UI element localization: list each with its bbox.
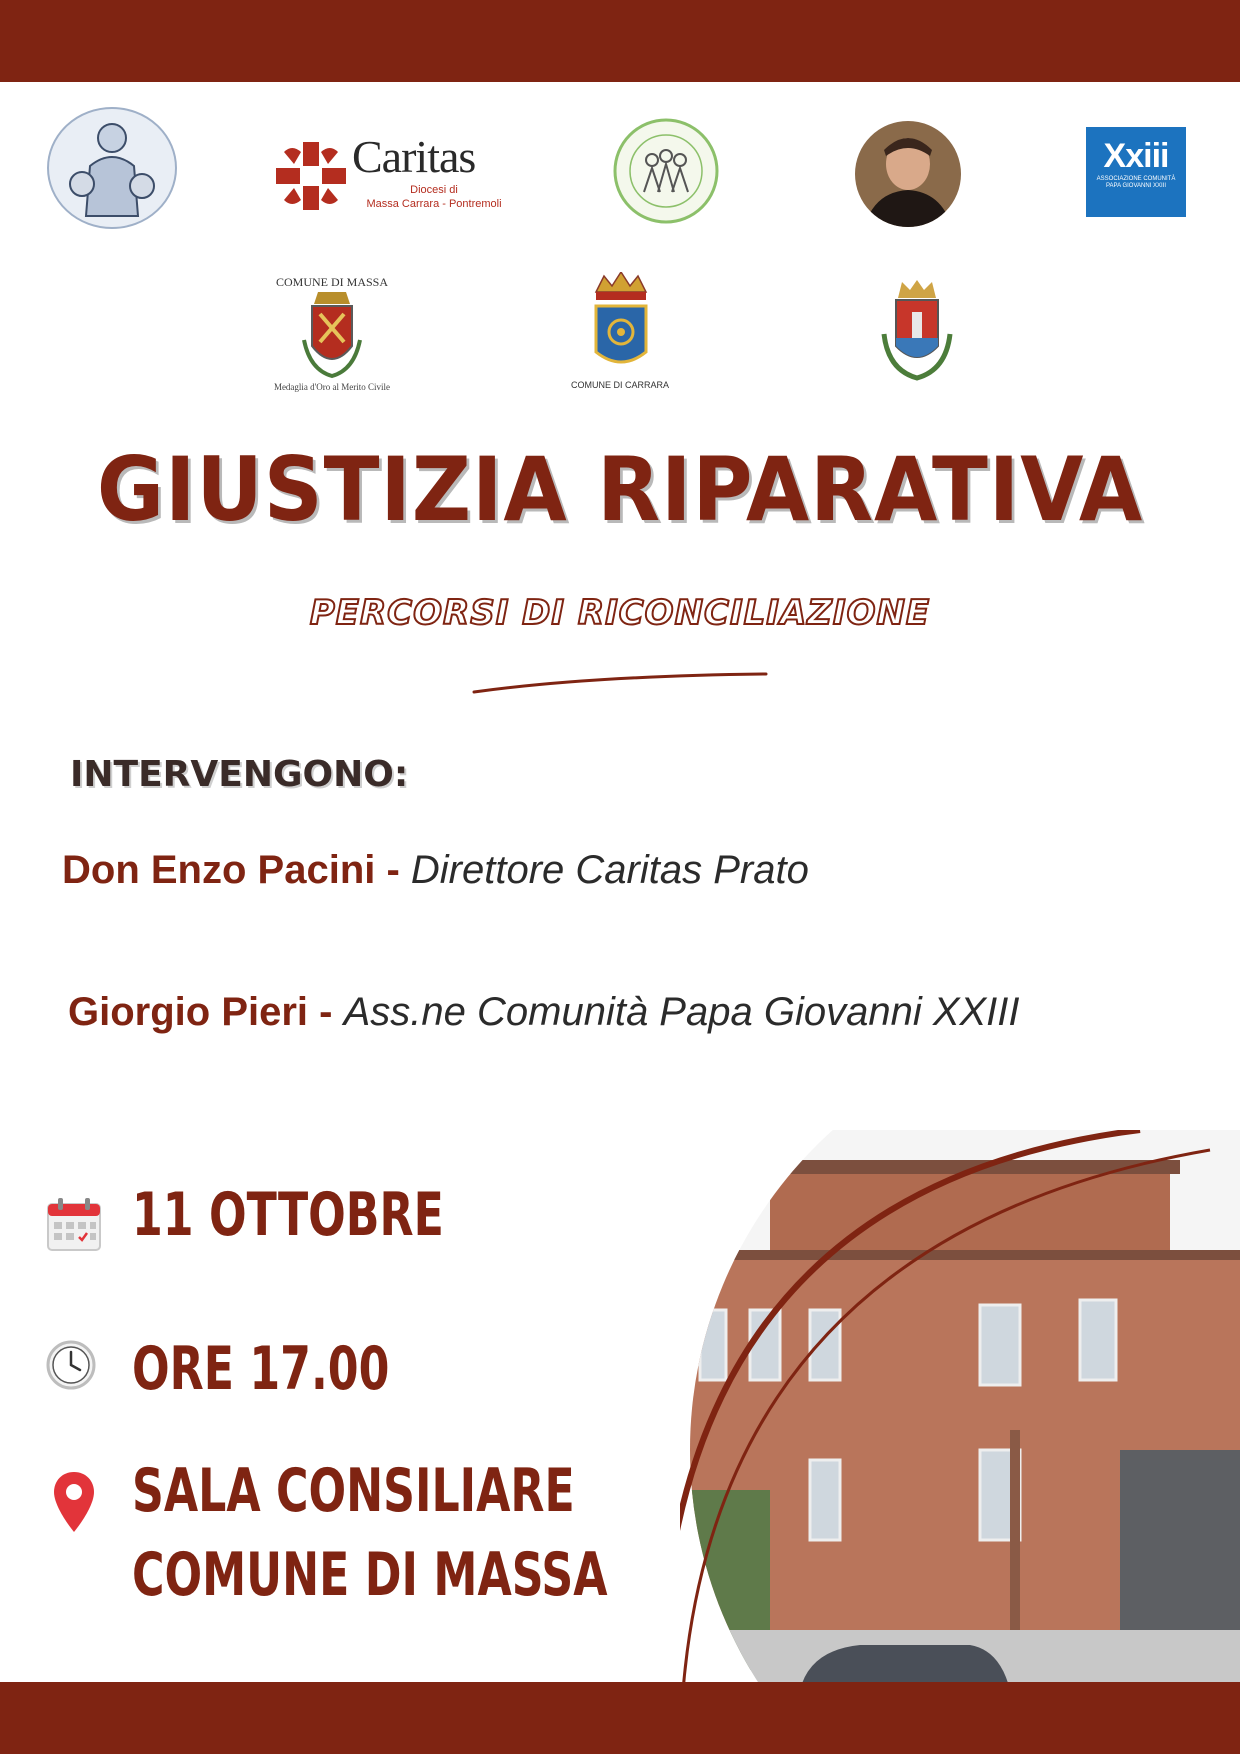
caritas-logo-subtitle: Diocesi di Massa Carrara - Pontremoli [366, 184, 502, 210]
madonna-saints-logo [46, 106, 178, 230]
bottom-banner [0, 1682, 1240, 1754]
massa-coat-of-arms [296, 290, 368, 382]
speaker-role: Ass.ne Comunità Papa Giovanni XXIII [343, 990, 1020, 1034]
pastoral-office-seal [612, 118, 720, 224]
caritas-logo-text: Caritas [352, 131, 476, 182]
calendar-icon [46, 1198, 102, 1252]
comune-carrara-label: COMUNE DI CARRARA [570, 380, 669, 390]
title-divider [470, 668, 770, 698]
event-location-line2: COMUNE DI MASSA [132, 1540, 608, 1610]
clock-icon [46, 1340, 96, 1390]
speaker-row [62, 848, 809, 893]
speakers-heading: INTERVENGONO: [70, 754, 409, 795]
comune-massa-title: COMUNE DI MASSA [275, 275, 388, 289]
speaker-row [68, 990, 1020, 1035]
papa-giovanni-xxiii-logo: Xxiii ASSOCIAZIONE COMUNITÀ PAPA GIOVANNI XXIII [1086, 127, 1186, 217]
event-title: GIUSTIZIA RIPARATIVA [96, 438, 1144, 541]
speaker-separator: - [308, 990, 344, 1034]
municipal-coat-of-arms [874, 278, 960, 390]
speaker-name: Giorgio Pieri [68, 990, 309, 1034]
town-hall-photo [680, 1130, 1240, 1754]
event-time: ORE 17.00 [132, 1334, 390, 1404]
saint-portrait [854, 120, 962, 228]
event-date: 11 OTTOBRE [132, 1180, 444, 1250]
top-banner [0, 0, 1240, 82]
speaker-separator: - [375, 848, 411, 892]
speaker-role: Direttore Caritas Prato [410, 848, 809, 892]
comune-massa-subtitle: Medaglia d'Oro al Merito Civile [273, 382, 391, 392]
event-location-line1: SALA CONSILIARE [132, 1456, 575, 1526]
speaker-name: Don Enzo Pacini [62, 848, 376, 892]
caritas-cross-icon [274, 140, 348, 212]
event-subtitle: PERCORSI DI RICONCILIAZIONE [309, 593, 931, 633]
map-pin-icon [52, 1470, 96, 1534]
carrara-coat-of-arms [590, 272, 652, 376]
